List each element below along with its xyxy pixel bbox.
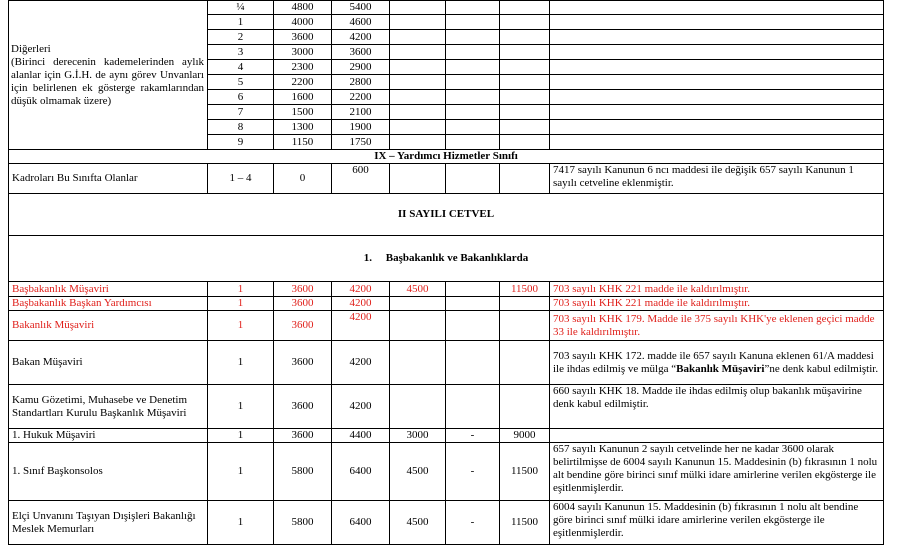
value-cell: 1750 bbox=[332, 135, 390, 150]
note-bold-text: Bakanlık Müşaviri bbox=[676, 362, 765, 375]
note-cell: 703 sayılı KHK 221 madde ile kaldırılmıştır. bbox=[550, 282, 884, 297]
value-cell: 4400 bbox=[332, 429, 390, 443]
row-title: Bakan Müşaviri bbox=[9, 341, 208, 385]
grade-cell: 1 bbox=[208, 297, 274, 311]
value-cell: 6400 bbox=[332, 443, 390, 501]
note-cell bbox=[550, 429, 884, 443]
note-cell: 7417 sayılı Kanunun 6 ncı maddesi ile değişik 657 sayılı Kanunun 1 sayılı cetveline eklenmiştir. bbox=[550, 164, 884, 194]
section-heading-row bbox=[9, 150, 884, 164]
value-cell: 11500 bbox=[500, 443, 550, 501]
value-cell: 4500 bbox=[390, 443, 446, 501]
value-cell: 2300 bbox=[274, 60, 332, 75]
grade-cell: 1 – 4 bbox=[208, 164, 274, 194]
value-cell: 3600 bbox=[332, 45, 390, 60]
table-row bbox=[9, 385, 884, 429]
table-row bbox=[9, 164, 884, 194]
grade-cell: 1 bbox=[208, 501, 274, 545]
value-cell: 2200 bbox=[332, 90, 390, 105]
grade-cell: 1 bbox=[208, 311, 274, 341]
section-ix-heading: IX – Yardımcı Hizmetler Sınıfı bbox=[9, 150, 884, 164]
section-heading-row bbox=[9, 194, 884, 236]
value-cell: 4200 bbox=[332, 311, 390, 341]
others-subtitle: (Birinci derecenin kademelerinden aylık alanlar için G.İ.H. de aynı görev Unvanları için belirlenen ek gösterge rakamlarından düşük olmamak üzere) bbox=[11, 55, 204, 107]
cetvel-ii-heading: II SAYILI CETVEL bbox=[9, 194, 884, 236]
value-cell: - bbox=[446, 501, 500, 545]
grade-cell: 1 bbox=[208, 385, 274, 429]
row-title: Başbakanlık Müşaviri bbox=[9, 282, 208, 297]
table-row bbox=[9, 501, 884, 545]
value-cell: 4800 bbox=[274, 1, 332, 15]
value-cell: 4500 bbox=[390, 501, 446, 545]
row-title: Kamu Gözetimi, Muhasebe ve Denetim Standartları Kurulu Başkanlık Müşaviri bbox=[9, 385, 208, 429]
value-cell: - bbox=[446, 443, 500, 501]
indicator-table bbox=[8, 0, 884, 545]
grade-cell: 2 bbox=[208, 30, 274, 45]
grade-cell: 3 bbox=[208, 45, 274, 60]
value-cell: 4200 bbox=[332, 341, 390, 385]
table-row bbox=[9, 282, 884, 297]
row-title: 1. Sınıf Başkonsolos bbox=[9, 443, 208, 501]
subheading-text: Başbakanlık ve Bakanlıklarda bbox=[385, 252, 529, 264]
row-title: Bakanlık Müşaviri bbox=[9, 311, 208, 341]
value-cell: 2900 bbox=[332, 60, 390, 75]
grade-cell: 1 bbox=[208, 341, 274, 385]
value-cell: 4200 bbox=[332, 30, 390, 45]
note-cell: 703 sayılı KHK 179. Madde ile 375 sayılı KHK'ye eklenen geçici madde 33 ile kaldırılmıştır. bbox=[550, 311, 884, 341]
value-cell: 4000 bbox=[274, 15, 332, 30]
value-cell: 3600 bbox=[274, 30, 332, 45]
value-cell: 5800 bbox=[274, 501, 332, 545]
grade-cell: 8 bbox=[208, 120, 274, 135]
value-cell: 4500 bbox=[390, 282, 446, 297]
grade-cell: ¼ bbox=[208, 1, 274, 15]
value-cell: 5400 bbox=[332, 1, 390, 15]
value-cell: 4200 bbox=[332, 385, 390, 429]
others-row bbox=[9, 1, 884, 15]
row-title: Başbakanlık Başkan Yardımcısı bbox=[9, 297, 208, 311]
value-cell bbox=[446, 282, 500, 297]
cetvel-ii-subheading bbox=[9, 236, 884, 282]
others-title: Diğerleri bbox=[11, 42, 51, 55]
value-cell: 3600 bbox=[274, 385, 332, 429]
grade-cell: 7 bbox=[208, 105, 274, 120]
value-cell: 600 bbox=[332, 164, 390, 194]
value-cell: 1600 bbox=[274, 90, 332, 105]
value-cell: 4200 bbox=[332, 297, 390, 311]
value-cell: 11500 bbox=[500, 501, 550, 545]
value-cell: 4600 bbox=[332, 15, 390, 30]
value-cell: - bbox=[446, 429, 500, 443]
value-cell: 3600 bbox=[274, 341, 332, 385]
note-cell: 660 sayılı KHK 18. Madde ile ihdas edilmiş olup bakanlık müşavirine denk kabul edilmiştir. bbox=[550, 385, 884, 429]
value-cell: 3600 bbox=[274, 282, 332, 297]
table-row bbox=[9, 341, 884, 385]
row-title: Elçi Unvanını Taşıyan Dışişleri Bakanlığı Meslek Memurları bbox=[9, 501, 208, 545]
value-cell: 3000 bbox=[390, 429, 446, 443]
value-cell: 3000 bbox=[274, 45, 332, 60]
value-cell: 4200 bbox=[332, 282, 390, 297]
value-cell: 2800 bbox=[332, 75, 390, 90]
grade-cell: 1 bbox=[208, 443, 274, 501]
grade-cell: 4 bbox=[208, 60, 274, 75]
note-cell: 6004 sayılı Kanunun 15. Maddesinin (b) fıkrasının 1 nolu alt bendine göre birinci sınıf mülki idare amirlerine verilen ekgösterge ile eşitlenmişlerdir. bbox=[550, 501, 884, 545]
grade-cell: 1 bbox=[208, 282, 274, 297]
value-cell: 3600 bbox=[274, 297, 332, 311]
grade-cell: 9 bbox=[208, 135, 274, 150]
grade-cell: 5 bbox=[208, 75, 274, 90]
note-cell: 657 sayılı Kanunun 2 sayılı cetvelinde her ne kadar 3600 olarak belirtilmişse de 6004 sayılı Kanunun 15. Maddesinin (b) fıkrasının 1 nolu alt bendine göre birinci sınıf mülki idare amirlerine verilen ekgösterge ile eşitlenmişlerdir. bbox=[550, 443, 884, 501]
value-cell: 2200 bbox=[274, 75, 332, 90]
value-cell: 3600 bbox=[274, 311, 332, 341]
others-title-cell bbox=[9, 1, 208, 150]
subheading-number: 1. bbox=[363, 252, 373, 264]
table-row bbox=[9, 443, 884, 501]
table-row bbox=[9, 311, 884, 341]
row-title: 1. Hukuk Müşaviri bbox=[9, 429, 208, 443]
grade-cell: 6 bbox=[208, 90, 274, 105]
value-cell: 5800 bbox=[274, 443, 332, 501]
note-text: ”ne denk kabul edilmiştir. bbox=[764, 362, 879, 375]
section-heading-row bbox=[9, 236, 884, 282]
table-row bbox=[9, 297, 884, 311]
value-cell: 11500 bbox=[500, 282, 550, 297]
grade-cell: 1 bbox=[208, 15, 274, 30]
value-cell: 1150 bbox=[274, 135, 332, 150]
grade-cell: 1 bbox=[208, 429, 274, 443]
value-cell: 0 bbox=[274, 164, 332, 194]
note-text: 703 sayılı KHK 172. madde ile 657 sayılı Kanuna eklenen 61/A maddesi ile ihdas edilmiş ve mülga “ bbox=[553, 349, 874, 375]
note-cell bbox=[550, 341, 884, 385]
row-title: Kadroları Bu Sınıfta Olanlar bbox=[9, 164, 208, 194]
value-cell: 1500 bbox=[274, 105, 332, 120]
value-cell: 1300 bbox=[274, 120, 332, 135]
value-cell: 2100 bbox=[332, 105, 390, 120]
value-cell: 1900 bbox=[332, 120, 390, 135]
table-row bbox=[9, 429, 884, 443]
value-cell: 6400 bbox=[332, 501, 390, 545]
value-cell: 3600 bbox=[274, 429, 332, 443]
value-cell: 9000 bbox=[500, 429, 550, 443]
note-cell: 703 sayılı KHK 221 madde ile kaldırılmıştır. bbox=[550, 297, 884, 311]
